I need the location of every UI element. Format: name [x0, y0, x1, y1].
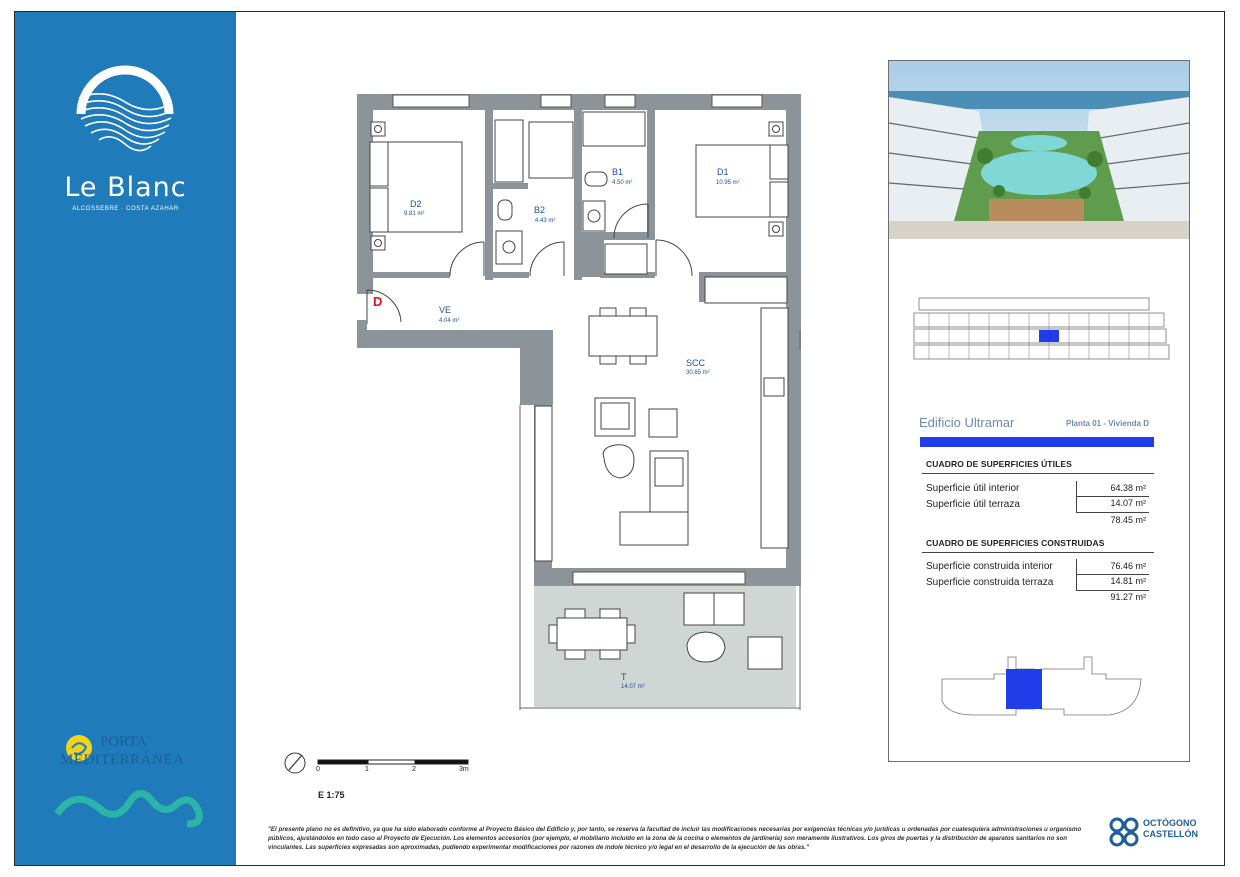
room-code-scc: SCC	[686, 358, 706, 368]
scale-tick-2: 2	[412, 766, 416, 773]
useful-terrace-label: Superficie útil terraza	[926, 499, 1020, 510]
building-render	[889, 61, 1189, 239]
partner-logo-line2: MEDITERRÁNEA	[60, 752, 185, 768]
building-name: Edificio Ultramar	[919, 415, 1015, 430]
room-code-d2: D2	[410, 199, 422, 209]
scale-tick-3: 3m	[459, 766, 469, 773]
architect-logo-line1: OCTÓGONO	[1143, 818, 1197, 828]
room-area-ve: 4.04 m²	[439, 318, 460, 324]
room-area-t: 14.07 m²	[621, 684, 645, 690]
brand-name: Le Blanc	[64, 172, 187, 203]
unit-label: Planta 01 - Vivienda D	[1066, 419, 1149, 428]
useful-interior-label: Superficie útil interior	[926, 483, 1020, 494]
scale-tick-1: 1	[365, 766, 369, 773]
legal-disclaimer: "El presente plano no es definitivo, ya que ha sido elaborado conforme al Proyecto Básico del Edificio y, por tanto, se reserva la facultad de incluir las modificaciones necesarias por exigencias técnicas y/o jurídicas u ordenadas por cualesquiera administraciones u organismo públicos, ajustándolos en todo caso al Proyecto de Ejecución. Los elementos accesorios (por ejemplo, el mobiliario incluido en la zona de la cocina o elementos de jardinería) son meramente ilustrativos. Los giros de puertas y la distribución de aparatos sanitarios no son vinculantes. Las superficies expresadas son aproximadas, pudiendo experimentar modificaciones por razones de índole técnico y/o legal en el desarrollo de la ejecución de las obras."	[268, 826, 1082, 851]
unit-location	[1006, 669, 1042, 709]
built-surfaces-title: CUADRO DE SUPERFICIES CONSTRUIDAS	[926, 538, 1105, 548]
built-interior-label: Superficie construida interior	[926, 561, 1053, 572]
room-code-b2: B2	[534, 205, 546, 215]
divider	[922, 552, 1154, 553]
built-terrace-label: Superficie construida terraza	[926, 577, 1054, 588]
useful-terrace-value: 14.07 m²	[1110, 498, 1146, 508]
useful-surfaces-title: CUADRO DE SUPERFICIES ÚTILES	[926, 459, 1072, 469]
room-code-ve: VE	[439, 305, 452, 315]
built-total-value: 91.27 m²	[1110, 592, 1146, 602]
accent-bar	[920, 437, 1154, 447]
room-area-d1: 10.95 m²	[716, 180, 740, 186]
scale-tick-0: 0	[316, 766, 320, 773]
entrance-marker: D	[373, 294, 383, 309]
north-arrow-icon	[285, 753, 305, 773]
brand-tagline: ALCOSSEBRE · COSTA AZAHAR	[72, 206, 179, 212]
info-panel	[888, 60, 1190, 762]
room-code-t: T	[621, 672, 627, 682]
octogono-logo-icon	[1107, 816, 1143, 848]
built-terrace-value: 14.81 m²	[1110, 576, 1146, 586]
useful-interior-value: 64.38 m²	[1110, 483, 1146, 493]
scale-label: E 1:75	[318, 790, 345, 800]
room-area-scc: 30.65 m²	[686, 370, 710, 376]
built-interior-value: 76.46 m²	[1110, 561, 1146, 571]
divider	[922, 473, 1154, 474]
room-area-b1: 4.50 m²	[612, 180, 633, 186]
room-area-b2: 4.43 m²	[535, 218, 556, 224]
building-elevation	[909, 283, 1174, 365]
useful-total-value: 78.45 m²	[1110, 515, 1146, 525]
partner-logo-line1: PORTA	[100, 734, 148, 750]
key-plan	[934, 649, 1149, 721]
highlighted-unit	[1039, 330, 1059, 342]
architect-logo-line2: CASTELLÓN	[1143, 829, 1198, 839]
room-code-d1: D1	[717, 167, 729, 177]
room-code-b1: B1	[612, 167, 624, 177]
room-area-d2: 9.81 m²	[404, 211, 425, 217]
